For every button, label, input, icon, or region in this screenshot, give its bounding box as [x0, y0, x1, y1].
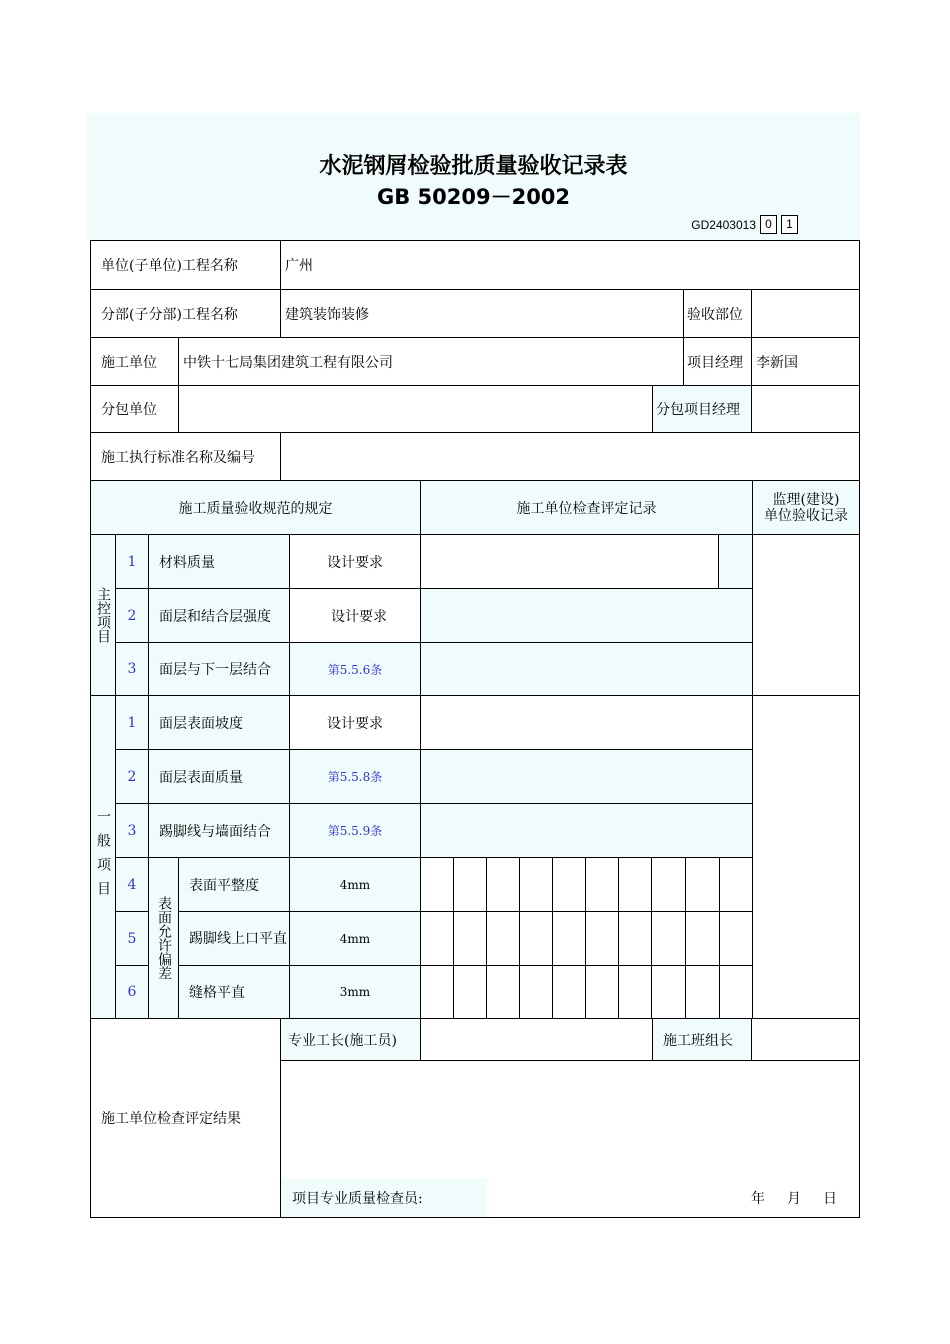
- standard-code: GB 50209－2002: [376, 185, 571, 209]
- sub-pm-value[interactable]: [752, 386, 859, 433]
- general-items-group-text: 一般项目: [95, 809, 111, 905]
- measure-divider: [585, 858, 586, 1019]
- form-header: [87, 113, 860, 240]
- deviation-row-6-no: 6: [116, 966, 149, 1019]
- general-row-2-record[interactable]: [421, 750, 753, 804]
- main-row-3-record[interactable]: [421, 643, 753, 696]
- general-items-supervision[interactable]: [753, 696, 859, 1019]
- main-row-2-req: 设计要求: [290, 589, 421, 643]
- pm-value[interactable]: 李新国: [752, 338, 859, 386]
- general-items-group-label: [91, 696, 116, 1019]
- main-row-3-req: 第5.5.6条: [290, 643, 421, 696]
- general-row-3-record[interactable]: [421, 804, 753, 858]
- subcontract-label: 分包单位: [91, 386, 179, 433]
- general-row-2-no: 2: [116, 750, 149, 804]
- pm-label: 项目经理: [684, 338, 752, 386]
- inspector-signature[interactable]: [487, 1179, 737, 1217]
- main-row-1-no: 1: [116, 535, 149, 589]
- subcontract-value[interactable]: [179, 386, 653, 433]
- general-row-1-item: 面层表面坡度: [149, 696, 290, 750]
- doc-code-box-2[interactable]: 1: [781, 215, 798, 234]
- main-items-supervision[interactable]: [753, 535, 859, 696]
- inspection-table: [90, 240, 860, 1218]
- construction-unit-label: 施工单位: [91, 338, 179, 386]
- doc-code-box-1[interactable]: 0: [760, 215, 777, 234]
- supervision-line1: 监理(建设): [772, 491, 840, 508]
- unit-project-value[interactable]: 广州: [281, 241, 859, 290]
- main-row-2-item: 面层和结合层强度: [149, 589, 290, 643]
- main-row-1-record-end[interactable]: [719, 535, 753, 589]
- measure-divider: [618, 858, 619, 1019]
- foreman-value[interactable]: [421, 1019, 653, 1061]
- main-items-group-label: [91, 535, 116, 696]
- col-header-spec: 施工质量验收规范的规定: [91, 481, 421, 535]
- accept-part-value[interactable]: [752, 290, 859, 338]
- standard-value[interactable]: [281, 433, 859, 481]
- deviation-row-6-item: 缝格平直: [179, 966, 290, 1019]
- result-content[interactable]: [281, 1061, 859, 1179]
- doc-code: [691, 215, 798, 234]
- general-row-2-req: 第5.5.8条: [290, 750, 421, 804]
- measure-divider: [519, 858, 520, 1019]
- main-row-1-record[interactable]: [421, 535, 719, 589]
- measure-divider: [486, 858, 487, 1019]
- main-row-1-req: 设计要求: [290, 535, 421, 589]
- deviation-group-label: [149, 858, 179, 1019]
- construction-unit-value[interactable]: 中铁十七局集团建筑工程有限公司: [179, 338, 684, 386]
- team-leader-value[interactable]: [752, 1019, 859, 1061]
- team-leader-label: 施工班组长: [653, 1019, 752, 1061]
- doc-code-text: GD2403013: [691, 217, 756, 232]
- inspector-label: 项目专业质量检查员:: [281, 1179, 487, 1217]
- result-label: 施工单位检查评定结果: [91, 1019, 281, 1217]
- measure-divider: [453, 858, 454, 1019]
- deviation-row-4-item: 表面平整度: [179, 858, 290, 912]
- measure-divider: [651, 858, 652, 1019]
- supervision-line2: 单位验收记录: [764, 507, 848, 524]
- general-row-3-no: 3: [116, 804, 149, 858]
- main-row-2-no: 2: [116, 589, 149, 643]
- col-header-supervision: [753, 481, 859, 535]
- result-date: 年 月 日: [751, 1191, 841, 1207]
- measure-divider: [552, 858, 553, 1019]
- measure-divider: [685, 858, 686, 1019]
- sub-project-label: 分部(子分部)工程名称: [91, 290, 281, 338]
- general-row-3-item: 踢脚线与墙面结合: [149, 804, 290, 858]
- deviation-row-5-item: 踢脚线上口平直: [179, 912, 290, 966]
- sub-project-value[interactable]: 建筑装饰装修: [281, 290, 684, 338]
- unit-project-label: 单位(子单位)工程名称: [91, 241, 281, 290]
- deviation-group-text: 表面允许偏差: [156, 896, 172, 980]
- deviation-row-5-no: 5: [116, 912, 149, 966]
- main-row-3-item: 面层与下一层结合: [149, 643, 290, 696]
- general-row-1-no: 1: [116, 696, 149, 750]
- foreman-label: 专业工长(施工员): [281, 1019, 421, 1061]
- deviation-row-4-no: 4: [116, 858, 149, 912]
- deviation-row-6-req: 3mm: [290, 966, 421, 1019]
- main-items-group-text: 主控项目: [95, 587, 111, 643]
- general-row-3-req: 第5.5.9条: [290, 804, 421, 858]
- main-row-2-record[interactable]: [421, 589, 753, 643]
- deviation-row-4-req: 4mm: [290, 858, 421, 912]
- main-row-1-item: 材料质量: [149, 535, 290, 589]
- measure-divider: [719, 858, 720, 1019]
- accept-part-label: 验收部位: [684, 290, 752, 338]
- deviation-row-5-measurements[interactable]: [421, 912, 753, 966]
- standard-label: 施工执行标准名称及编号: [91, 433, 281, 481]
- main-row-3-no: 3: [116, 643, 149, 696]
- col-header-record: 施工单位检查评定记录: [421, 481, 753, 535]
- general-row-1-req: 设计要求: [290, 696, 421, 750]
- deviation-row-5-req: 4mm: [290, 912, 421, 966]
- deviation-row-6-measurements[interactable]: [421, 966, 753, 1019]
- general-row-2-item: 面层表面质量: [149, 750, 290, 804]
- sub-pm-label: 分包项目经理: [653, 386, 752, 433]
- form-title: 水泥钢屑检验批质量验收记录表: [319, 154, 628, 179]
- deviation-row-4-measurements[interactable]: [421, 858, 753, 912]
- general-row-1-record[interactable]: [421, 696, 753, 750]
